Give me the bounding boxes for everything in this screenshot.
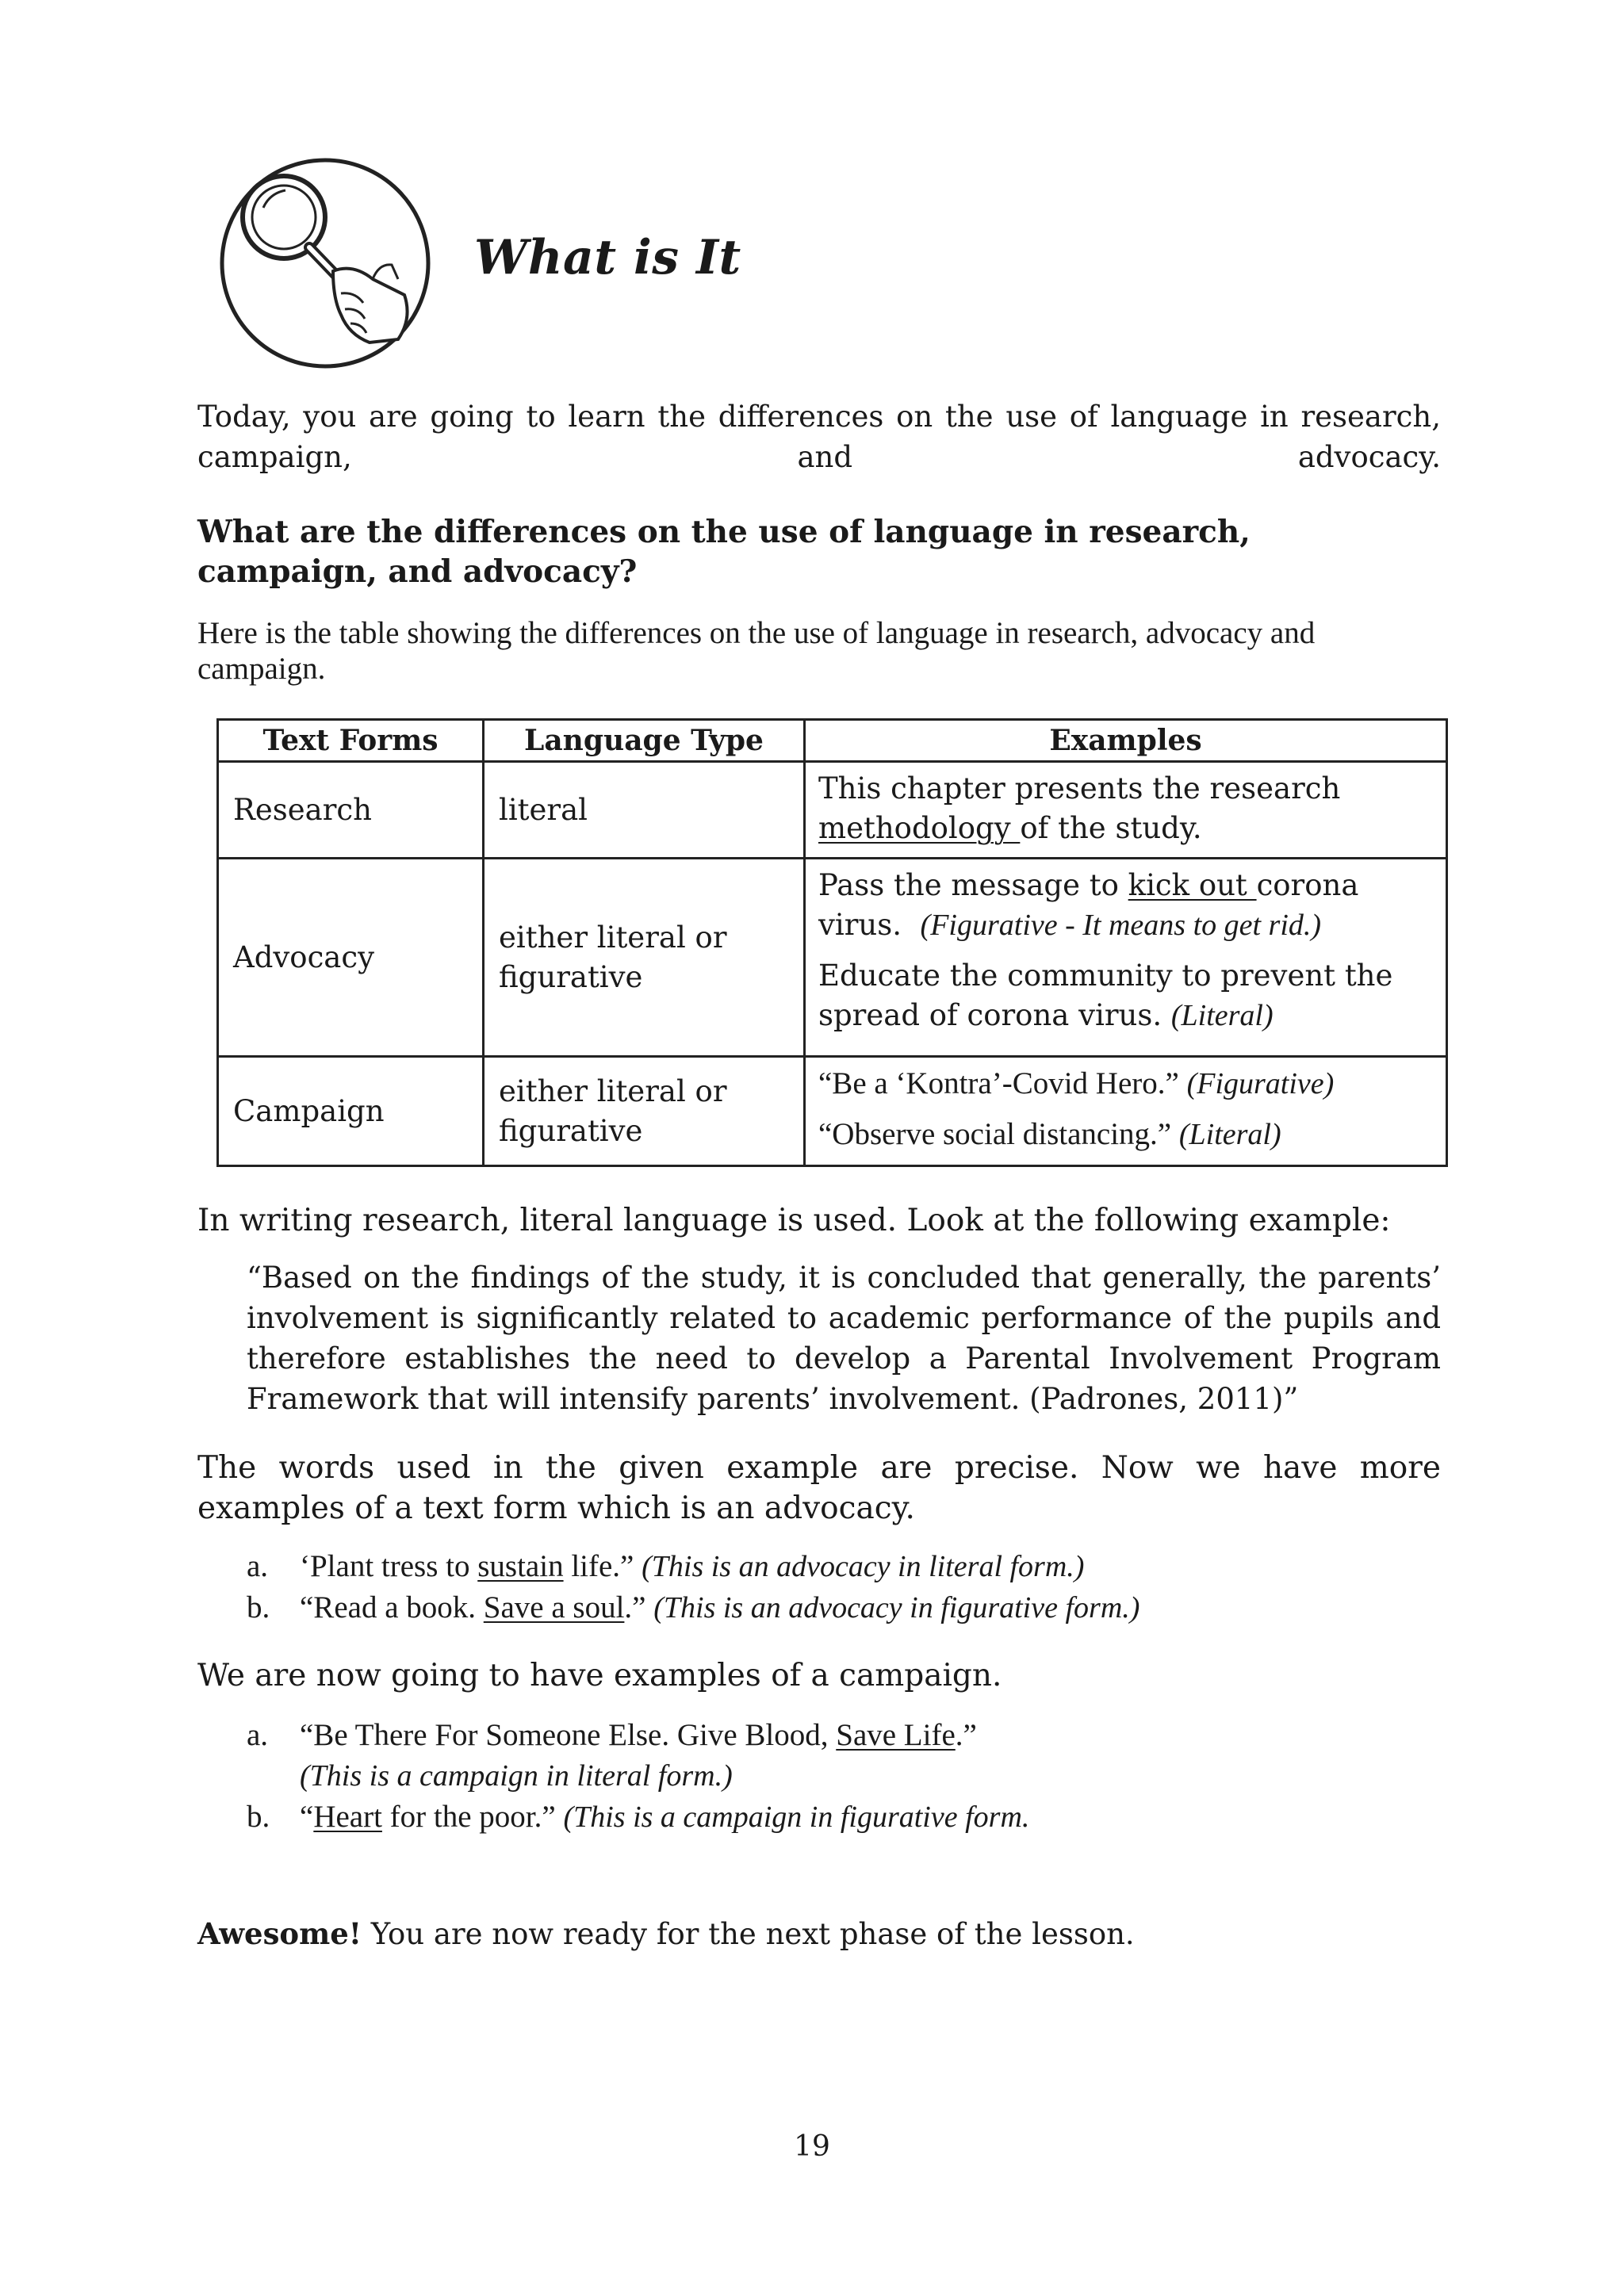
example-post: of the study. bbox=[1020, 811, 1202, 845]
example-underlined: kick out bbox=[1128, 868, 1257, 902]
closing-line bbox=[197, 1914, 1441, 1954]
example-literal: “Observe social distancing.” bbox=[818, 1117, 1172, 1151]
item-pre: “Read a book. bbox=[300, 1590, 484, 1624]
section-question: What are the differences on the use of language in research, campaign, and advocacy? bbox=[197, 514, 1251, 590]
item-post: .” bbox=[955, 1718, 977, 1752]
item-pre: “Be There For Someone Else. Give Blood, bbox=[300, 1718, 837, 1752]
table-row-campaign bbox=[218, 1057, 1447, 1166]
cell-type: either literal or figurative bbox=[484, 859, 805, 1057]
magnifying-glass-icon bbox=[214, 152, 436, 374]
campaign-examples-list bbox=[247, 1715, 1029, 1838]
header-text-forms: Text Forms bbox=[218, 720, 484, 762]
language-table bbox=[216, 718, 1448, 1167]
item-note: (This is a campaign in figurative form. bbox=[563, 1800, 1030, 1834]
closing-text: You are now ready for the next phase of the lesson. bbox=[362, 1917, 1135, 1951]
list-marker: a. bbox=[247, 1549, 269, 1583]
cell-examples bbox=[805, 762, 1447, 859]
cell-examples bbox=[805, 1057, 1447, 1166]
item-underlined: sustain bbox=[477, 1549, 564, 1583]
example-text bbox=[818, 1115, 1433, 1154]
cell-type: literal bbox=[484, 762, 805, 859]
item-post: life.” bbox=[563, 1549, 634, 1583]
item-post: .” bbox=[624, 1590, 646, 1624]
cell-examples bbox=[805, 859, 1447, 1057]
header-language-type: Language Type bbox=[484, 720, 805, 762]
example-pre: This chapter presents the research bbox=[818, 771, 1341, 806]
list-marker: b. bbox=[247, 1800, 270, 1834]
example-note: (Figurative - It means to get rid.) bbox=[920, 909, 1322, 942]
example-note: (Literal) bbox=[1178, 1118, 1281, 1151]
example-literal: Educate the community to prevent the spread of corona virus. bbox=[818, 959, 1393, 1032]
list-item bbox=[247, 1546, 1139, 1587]
research-intro: In writing research, literal language is used. Look at the following example: bbox=[197, 1203, 1391, 1238]
item-note: (This is an advocacy in literal form.) bbox=[642, 1550, 1085, 1583]
example-pre: Pass the message to bbox=[818, 868, 1128, 902]
table-row-research bbox=[218, 762, 1447, 859]
page-number: 19 bbox=[794, 2130, 830, 2163]
intro-text: Today, you are going to learn the differences on the use of language in research, campaign, and advocacy. bbox=[197, 400, 1441, 474]
research-quote: “Based on the findings of the study, it is concluded that generally, the parents’ involvement is significantly related to academic performance of the pupils and therefore establishes the need to develop a Parental Involvement Program Framework that will intensify parents’ involvement. (Padrones, 2011)” bbox=[247, 1261, 1441, 1416]
table-header-row bbox=[218, 720, 1447, 762]
cell-form: Advocacy bbox=[218, 859, 484, 1057]
list-marker: a. bbox=[247, 1718, 269, 1752]
item-pre: ‘Plant tress to bbox=[300, 1549, 478, 1583]
example-text bbox=[818, 956, 1433, 1035]
item-underlined: Heart bbox=[313, 1800, 382, 1834]
cell-form: Campaign bbox=[218, 1057, 484, 1166]
example-text bbox=[818, 866, 1433, 945]
list-item bbox=[247, 1715, 1029, 1797]
advocacy-intro: The words used in the given example are precise. Now we have more examples of a text form which is an advocacy. bbox=[197, 1450, 1441, 1526]
example-post: corona virus. bbox=[818, 868, 1359, 942]
page-title: What is It bbox=[474, 230, 741, 285]
example-text bbox=[818, 1064, 1433, 1104]
list-marker: b. bbox=[247, 1590, 270, 1624]
cell-form: Research bbox=[218, 762, 484, 859]
example-text bbox=[818, 769, 1433, 848]
intro-paragraph bbox=[197, 396, 1441, 477]
example-figurative: “Be a ‘Kontra’-Covid Hero.” bbox=[818, 1066, 1179, 1100]
list-item bbox=[247, 1587, 1139, 1628]
table-row-advocacy bbox=[218, 859, 1447, 1057]
item-post: for the poor.” bbox=[381, 1800, 556, 1834]
table-intro: Here is the table showing the differences on the use of language in research, advocacy and campaign. bbox=[197, 616, 1316, 686]
header-examples: Examples bbox=[805, 720, 1447, 762]
item-underlined: Save a soul bbox=[483, 1590, 625, 1624]
advocacy-examples-list bbox=[247, 1546, 1139, 1628]
cell-type: either literal or figurative bbox=[484, 1057, 805, 1166]
closing-bold: Awesome! bbox=[197, 1916, 362, 1951]
example-note: (Figurative) bbox=[1186, 1067, 1335, 1100]
item-note: (This is a campaign in literal form.) bbox=[300, 1759, 733, 1793]
example-underlined: methodology bbox=[818, 811, 1021, 845]
item-pre: “ bbox=[300, 1800, 314, 1834]
item-note: (This is an advocacy in figurative form.) bbox=[653, 1591, 1140, 1624]
item-underlined: Save Life bbox=[836, 1718, 956, 1752]
list-item bbox=[247, 1797, 1029, 1838]
campaign-intro: We are now going to have examples of a campaign. bbox=[197, 1658, 1002, 1693]
example-note: (Literal) bbox=[1170, 999, 1274, 1032]
